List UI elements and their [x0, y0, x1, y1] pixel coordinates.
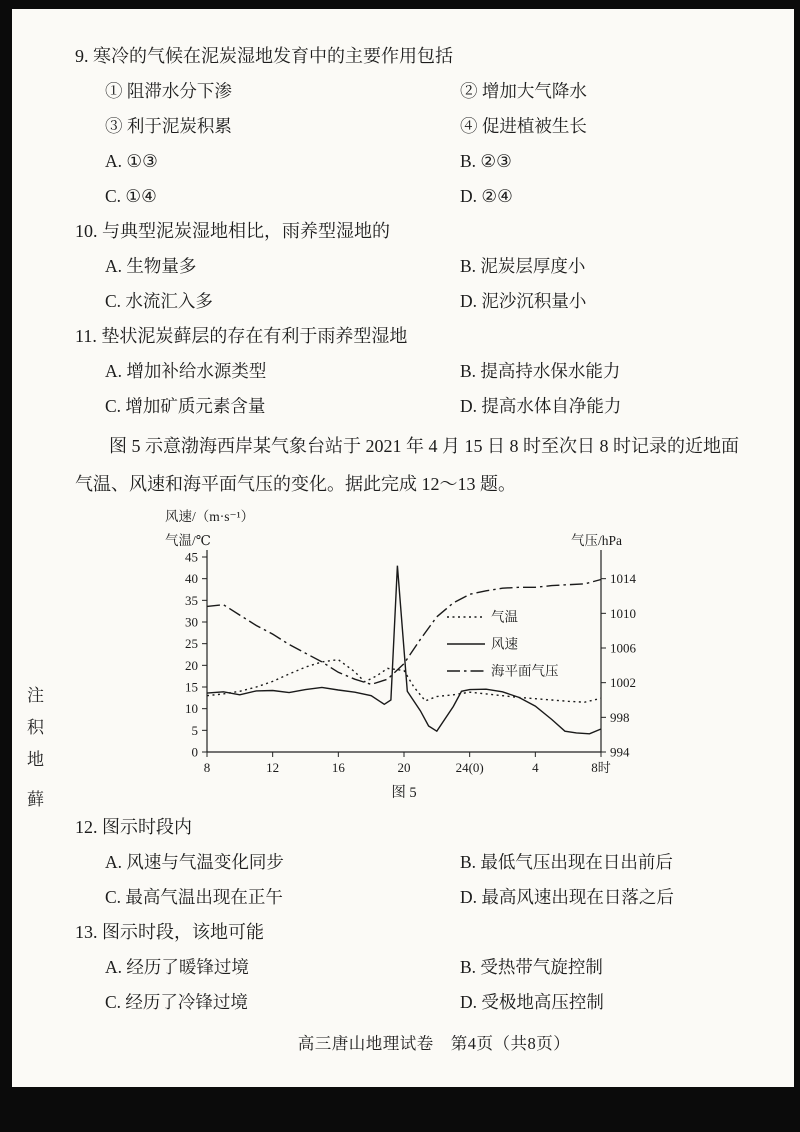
x-tick-label: 16 [331, 760, 345, 775]
option-cell: A. 增加补给水源类型 [105, 361, 267, 381]
option-cell: C. 经历了冷锋过境 [105, 992, 248, 1012]
y-right-tick-label: 1006 [610, 640, 636, 656]
question-stem: 9. 寒冷的气候在泥炭湿地发育中的主要作用包括 [75, 46, 453, 66]
option-cell: B. ②③ [460, 151, 512, 171]
option-cell: D. 受极地高压控制 [460, 992, 604, 1012]
figure-caption: 图 5 [391, 785, 417, 801]
y-right-axis-title-pressure: 气压/hPa [571, 533, 623, 548]
option-cell: A. ①③ [105, 151, 158, 171]
question-stem: 13. 图示时段，该地可能 [75, 922, 264, 942]
y-right-tick-label: 994 [610, 744, 630, 760]
series-line-1 [207, 566, 601, 734]
x-tick-label: 24(0) [455, 760, 484, 775]
y-left-tick-label: 5 [191, 722, 198, 738]
margin-note-char: 积 [27, 718, 44, 737]
option-cell: ③ 利于泥炭积累 [105, 116, 232, 136]
y-left-tick-label: 40 [185, 571, 198, 587]
question-stem: 10. 与典型泥炭湿地相比，雨养型湿地的 [75, 221, 390, 241]
y-left-tick-label: 45 [185, 549, 198, 565]
page-footer: 高三唐山地理试卷 第4页（共8页） [297, 1034, 571, 1053]
question-row [75, 950, 747, 985]
question-stem: 11. 垫状泥炭藓层的存在有利于雨养型湿地 [75, 326, 408, 346]
x-tick-label: 8 [203, 760, 211, 775]
question-block-10 [75, 214, 747, 319]
figure-intro-paragraph [75, 427, 747, 503]
y-right-tick-label: 998 [610, 709, 630, 725]
x-tick-label: 8时 [591, 760, 611, 775]
question-row [75, 249, 747, 284]
question-row [75, 74, 747, 109]
option-cell: B. 提高持水保水能力 [460, 361, 621, 381]
x-tick-label: 20 [397, 760, 411, 775]
margin-note-char: 注 [27, 686, 44, 705]
question-row [75, 144, 747, 179]
option-cell: A. 经历了暖锋过境 [105, 957, 249, 977]
y-left-tick-label: 35 [185, 592, 198, 608]
chart-svg [163, 505, 675, 805]
y-left-tick-label: 20 [185, 657, 198, 673]
page-content [75, 39, 747, 1054]
option-cell: C. 最高气温出现在正午 [105, 887, 283, 907]
legend-label: 风速 [491, 636, 518, 652]
question-block-13 [75, 915, 747, 1020]
x-tick-label: 12 [266, 760, 280, 775]
y-right-tick-label: 1002 [610, 675, 636, 691]
option-cell: C. 增加矿质元素含量 [105, 396, 266, 416]
y-left-tick-label: 30 [185, 614, 198, 630]
option-cell: D. 提高水体自净能力 [460, 396, 622, 416]
question-block-12 [75, 810, 747, 915]
option-cell: ② 增加大气降水 [460, 81, 587, 101]
question-row [75, 845, 747, 880]
option-cell: A. 生物量多 [105, 256, 197, 276]
option-cell: D. 泥沙沉积量小 [460, 291, 587, 311]
margin-note-char: 藓 [27, 790, 44, 809]
option-cell: B. 最低气压出现在日出前后 [460, 852, 673, 872]
option-cell: C. ①④ [105, 186, 157, 206]
question-row [75, 284, 747, 319]
option-cell: ④ 促进植被生长 [460, 116, 587, 136]
question-stem: 12. 图示时段内 [75, 817, 192, 837]
question-row [75, 985, 747, 1020]
y-right-tick-label: 1014 [610, 571, 636, 587]
option-cell: A. 风速与气温变化同步 [105, 852, 284, 872]
question-row [75, 179, 747, 214]
question-row [75, 389, 747, 424]
legend-label: 海平面气压 [491, 663, 559, 679]
exam-paper [12, 9, 794, 1087]
question-block-9 [75, 39, 747, 214]
option-cell: D. 最高风速出现在日落之后 [460, 887, 674, 907]
question-row [75, 880, 747, 915]
y-right-tick-label: 1010 [610, 605, 636, 621]
option-cell: B. 泥炭层厚度小 [460, 256, 586, 276]
y-left-tick-label: 15 [185, 679, 198, 695]
question-row [75, 109, 747, 144]
question-block-11 [75, 319, 747, 424]
intro-line: 气温、风速和海平面气压的变化。据此完成 12～13 题。 [75, 474, 516, 494]
option-cell: C. 水流汇入多 [105, 291, 213, 311]
option-cell: ① 阻滞水分下渗 [105, 81, 232, 101]
option-cell: D. ②④ [460, 186, 513, 206]
margin-note-char: 地 [27, 750, 44, 769]
y-left-tick-label: 25 [185, 636, 198, 652]
legend-label: 气温 [491, 609, 518, 625]
figure5-chart [163, 505, 675, 810]
y-left-tick-label: 10 [185, 701, 198, 717]
y-left-axis-title-temperature: 气温/℃ [165, 533, 211, 548]
x-tick-label: 4 [532, 760, 539, 775]
question-row [75, 354, 747, 389]
intro-line: 图 5 示意渤海西岸某气象台站于 2021 年 4 月 15 日 8 时至次日 8 时记录的近地面 [109, 436, 739, 456]
option-cell: B. 受热带气旋控制 [460, 957, 603, 977]
y-left-tick-label: 0 [191, 744, 198, 760]
y-left-axis-title-windspeed: 风速/（m·s⁻¹） [165, 509, 255, 524]
